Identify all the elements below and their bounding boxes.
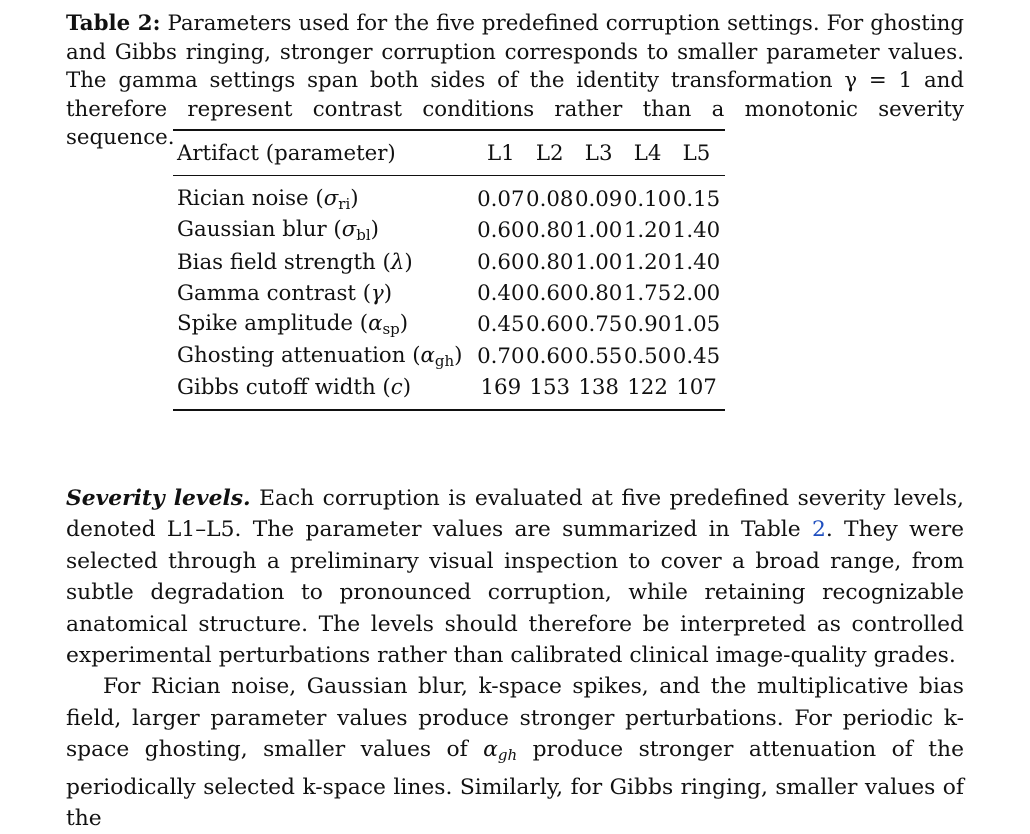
cell-l1: 169 [476, 372, 525, 410]
header-l3: L3 [574, 130, 623, 176]
cell-l3: 0.09 [574, 187, 623, 213]
cell-l5: 2.00 [672, 281, 721, 307]
table-row [173, 340, 725, 371]
parameter-subscript: gh [434, 351, 455, 370]
parameter-symbol: γ [371, 281, 384, 307]
cell-l2: 0.80 [526, 249, 574, 275]
closing-paren: ) [454, 342, 463, 368]
paragraph-severity-levels [66, 483, 964, 671]
row-artifact-name [173, 215, 476, 246]
parameter-subscript: bl [356, 226, 371, 245]
cell-l2: 0.60 [526, 312, 574, 338]
parameter-subscript: sp [382, 320, 400, 339]
row-artifact-name [173, 309, 476, 340]
cell-l2: 0.60 [526, 343, 574, 369]
cell-l2: 153 [525, 372, 574, 410]
row-artifact-name [173, 247, 476, 278]
parameter-subscript: ri [338, 195, 351, 214]
paragraph-2-part-a: For Rician noise, Gaussian blur, k-space spikes, and the multiplicative bias field, larger parameter values produce stronger perturbations. For periodic k-space ghosting, smaller values of [66, 674, 964, 763]
table-row [173, 372, 725, 410]
paragraph-2-part-b: produce stronger attenuation of the periodically selected k-space lines. Similarly, for Gibbs ringing, smaller values of the [66, 737, 964, 832]
table-row [173, 309, 725, 340]
cell-l1: 0.40 [477, 281, 525, 307]
parameter-symbol: c [390, 374, 403, 400]
caption-text: Parameters used for the five predefined corruption settings. For ghosting and Gibbs ringing, stronger corruption corresponds to smaller parameter values. The gamma settings span both sides of the identity transformation γ = 1 and therefore represent contrast conditions rather than a monotonic severity sequence. [66, 11, 965, 151]
header-l2: L2 [525, 130, 574, 176]
parameters-table [173, 129, 725, 411]
cell-l5: 107 [672, 372, 725, 410]
cell-l3: 1.00 [574, 249, 623, 275]
header-l4: L4 [623, 130, 672, 176]
artifact-label: Rician noise ( [177, 186, 324, 212]
table-row [173, 278, 725, 309]
header-l1: L1 [476, 130, 525, 176]
cell-l4: 1.20 [623, 249, 672, 275]
paragraph-2-symbol: α [483, 737, 498, 763]
row-artifact-name [173, 278, 476, 309]
parameter-symbol: σ [341, 217, 357, 243]
parameter-symbol: α [368, 311, 383, 337]
table-header-row [173, 130, 725, 176]
cell-l1: 0.07 [477, 187, 525, 213]
cell-l2: 0.80 [526, 218, 574, 244]
cell-l4: 0.50 [623, 343, 672, 369]
parameter-table [173, 129, 725, 411]
artifact-label: Gaussian blur ( [177, 217, 342, 243]
cell-l5: 1.40 [672, 249, 721, 275]
cell-l5: 0.45 [672, 343, 721, 369]
closing-paren: ) [399, 311, 409, 337]
body-section [66, 483, 964, 834]
caption-label: Table 2: [66, 11, 161, 36]
closing-paren: ) [383, 281, 393, 307]
closing-paren: ) [402, 374, 411, 400]
table-row [173, 247, 725, 278]
artifact-label: Bias field strength ( [177, 249, 391, 275]
paragraph-1-part-b: . They were selected through a preliminary visual inspection to cover a broad range, from subtle degradation to pronounced corruption, while retaining recognizable anatomical structure. The levels should therefore be interpreted as controlled experimental perturbations rather than calibrated clinical image-quality grades. [66, 517, 965, 669]
cell-l4: 1.20 [623, 218, 672, 244]
closing-paren: ) [350, 186, 359, 212]
cell-l5: 1.40 [672, 218, 721, 244]
cell-l5: 1.05 [672, 312, 721, 338]
table-row [173, 176, 725, 216]
parameter-symbol: λ [390, 249, 405, 275]
cell-l3: 1.00 [574, 218, 623, 244]
cell-l1: 0.60 [477, 249, 525, 275]
cell-l3: 138 [574, 372, 623, 410]
cell-l5: 0.15 [672, 187, 721, 213]
table-reference-link[interactable]: 2 [811, 517, 826, 543]
cell-l4: 0.10 [623, 187, 672, 213]
closing-paren: ) [370, 217, 379, 243]
parameter-symbol: α [420, 342, 435, 368]
artifact-label: Gibbs cutoff width ( [177, 374, 391, 400]
cell-l4: 122 [623, 372, 672, 410]
table-body [173, 176, 725, 411]
cell-l3: 0.55 [574, 343, 623, 369]
cell-l3: 0.75 [574, 312, 623, 338]
row-artifact-name [173, 372, 476, 410]
artifact-label: Spike amplitude ( [177, 311, 369, 337]
cell-l2: 0.60 [526, 281, 574, 307]
cell-l1: 0.70 [477, 343, 525, 369]
header-l5: L5 [672, 130, 725, 176]
header-artifact: Artifact (parameter) [173, 130, 476, 176]
paragraph-parameter-direction [66, 671, 964, 834]
closing-paren: ) [404, 249, 413, 275]
row-artifact-name [173, 340, 476, 371]
cell-l1: 0.45 [477, 312, 525, 338]
paragraph-1-part-a: Each corruption is evaluated at five predefined severity levels, denoted L1–L5. The parameter values are summarized in Table [66, 486, 964, 543]
parameter-symbol: σ [323, 186, 339, 212]
cell-l2: 0.08 [526, 187, 574, 213]
cell-l4: 0.90 [623, 312, 672, 338]
row-artifact-name [173, 176, 476, 216]
cell-l3: 0.80 [574, 281, 623, 307]
artifact-label: Ghosting attenuation ( [177, 342, 421, 368]
paragraph-heading: Severity levels. [66, 486, 251, 511]
cell-l1: 0.60 [477, 218, 525, 244]
paragraph-2-subscript: gh [497, 746, 518, 765]
table-row [173, 215, 725, 246]
cell-l4: 1.75 [623, 281, 672, 307]
artifact-label: Gamma contrast ( [177, 281, 372, 307]
